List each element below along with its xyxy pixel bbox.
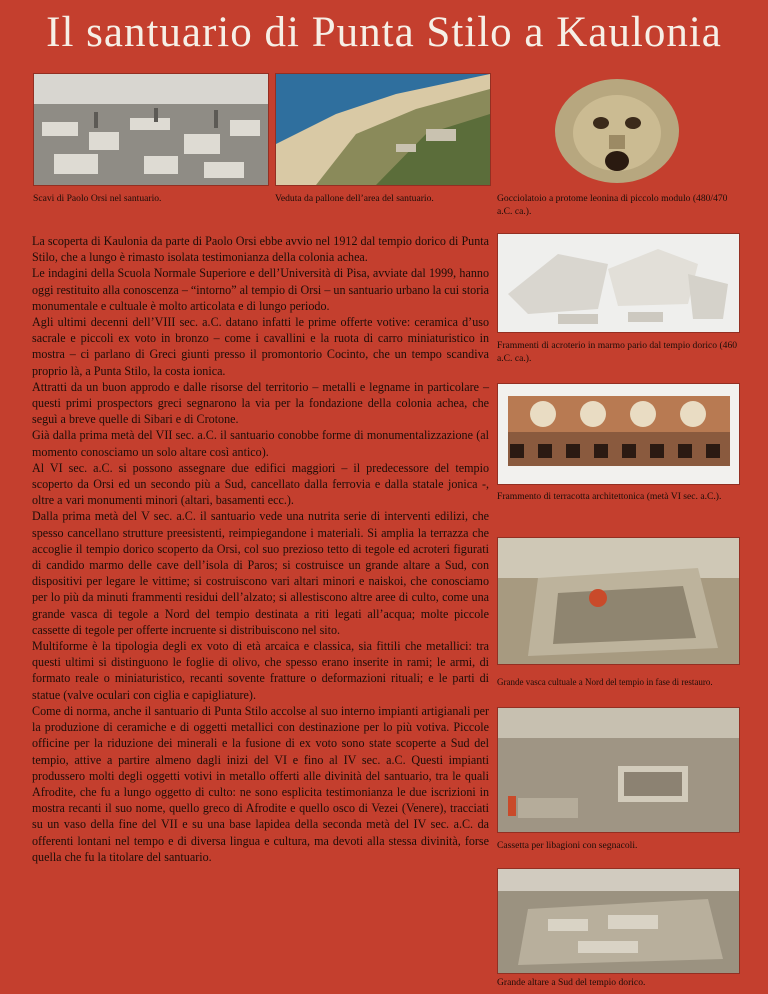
paragraph-6: Al VI sec. a.C. si possono assegnare due edifici maggiori – il predecessore del tempio scoperto da Orsi ed un secondo più a Sud, cancellato dalla ferrovia e dalla statale jonica -, oltre a vari monumenti minori (altari, basamenti ecc.). <box>32 460 489 508</box>
excavation-caption: Scavi di Paolo Orsi nel santuario. <box>33 193 162 204</box>
paragraph-3: Agli ultimi decenni dell’VIII sec. a.C. datano infatti le prime offerte votive: ceramica d’uso sacrale e piccoli ex voto in bronzo – come i cavallini e la ruota di carro miniaturistico in mostra – ci parlano di Greci giunti presso il promontorio Cocinto, che un tempo scandiva proprio là, a Punta Stilo, la costa ionica. <box>32 315 489 378</box>
marble-acroterion-photo <box>497 233 740 333</box>
basin-photo <box>497 537 740 665</box>
marble-acroterion-caption: Frammenti di acroterio in marmo pario dal tempio dorico (460 a.C. ca.). <box>497 340 738 364</box>
basin-caption: Grande vasca cultuale a Nord del tempio in fase di restauro. <box>497 677 713 687</box>
main-text <box>32 233 489 865</box>
paragraph-5: Già dalla prima metà del VII sec. a.C. il santuario conobbe forme di monumentalizzazione (al momento conosciamo un solo altare così antico). <box>32 428 489 459</box>
paragraph-9: Come di norma, anche il santuario di Punta Stilo accolse al suo interno impianti artigianali per la produzione di ceramiche e di oggetti metallici con destinazione per lo più votiva. Piccole officine per la riduzione dei minerali e la fusione di ex voto sono state scoperte a Sud del tempio, attive a partire almeno dagli inizi del VI e fino al IV sec. a.C. Questi impianti produssero molti degli oggetti votivi in metallo offerti alle divinità del santuario, tra le quali Afrodite, che fu a lungo oggetto di culto: ne sono esplicita testimonianza le due iscrizioni in mostra recanti il suo nome, quello greco di Afrodite e quello osco di Vezei (Venere), tracciati su un vaso della fine del VII e su una base lapidea della seconda metà del IV sec. a.C. da offerenti lontani nel tempo e di diversa lingua e cultura, ma devoti alla stessa divinità, forse quella che fu la titolare del santuario. <box>32 703 489 864</box>
paragraph-1: La scoperta di Kaulonia da parte di Paolo Orsi ebbe avvio nel 1912 dal tempio dorico di Punta Stilo, che a lungo è rimasto isolata testimonianza della colonia achea. <box>32 234 489 265</box>
terracotta-fragment-caption: Frammento di terracotta architettonica (metà VI sec. a.C.). <box>497 491 722 502</box>
libation-box-caption: Cassetta per libagioni con segnacoli. <box>497 840 638 851</box>
lion-gargoyle-photo <box>497 73 738 184</box>
altar-caption: Grande altare a Sud del tempio dorico. <box>497 977 646 988</box>
libation-box-photo <box>497 707 740 833</box>
altar-photo <box>497 868 740 974</box>
aerial-caption: Veduta da pallone dell’area del santuario. <box>275 193 434 204</box>
paragraph-2: Le indagini della Scuola Normale Superiore e dell’Università di Pisa, avviate dal 1999, hanno oggi restituito alla conoscenza – “intorno” al tempio di Orsi – un santuario urbano la cui storia monumentale e cultuale è molto articolata e di lungo periodo. <box>32 266 489 313</box>
paragraph-4: Attratti da un buon approdo e dalle risorse del territorio – metalli e legname in particolare – questi primi prospectors greci segnarono la via per la fondazione della colonia achea, che seguì a breve quelle di Sibari e di Crotone. <box>32 379 489 427</box>
paragraph-7: Dalla prima metà del V sec. a.C. il santuario vede una nutrita serie di interventi edilizi, che spesso cancellano strutture preesistenti, reimpiegandone i materiali. Si amplia la terrazza che accoglie il tempio dorico scoperto da Orsi, col suo prezioso tetto di tegole ed acroteri figurati di candido marmo delle cave dell’isola di Paros; si costruisce un grande altare a Sud, con dispositivi per legare le vittime; si costruiscono vari altari minori e naiskoi, che conosciamo per lo più da minuti frammenti residui dell’alzato; si allestiscono altre aree di culto, come una grande vasca di tegole a Nord del tempio destinata a riti legati all’acqua; molte piccole cassette di tegole per offerte incruente si distribuiscono nel sito. <box>32 509 489 637</box>
paragraph-8: Multiforme è la tipologia degli ex voto di età arcaica e classica, sia fittili che metallici: tra questi ultimi si distinguono le foglie di olivo, che spesso erano inserite in rami; le armi, di formato reale o miniaturistico, recanti sovente fratture o deformazioni rituali; e le parti di statue (valve oculari con ciglia e capigliature). <box>32 639 489 702</box>
terracotta-fragment-photo <box>497 383 740 485</box>
page-title: Il santuario di Punta Stilo a Kaulonia <box>46 9 722 56</box>
aerial-photo <box>275 73 491 186</box>
lion-gargoyle-caption: Gocciolatoio a protome leonina di piccolo modulo (480/470 a.C. ca.). <box>497 193 728 217</box>
excavation-photo <box>33 73 269 186</box>
